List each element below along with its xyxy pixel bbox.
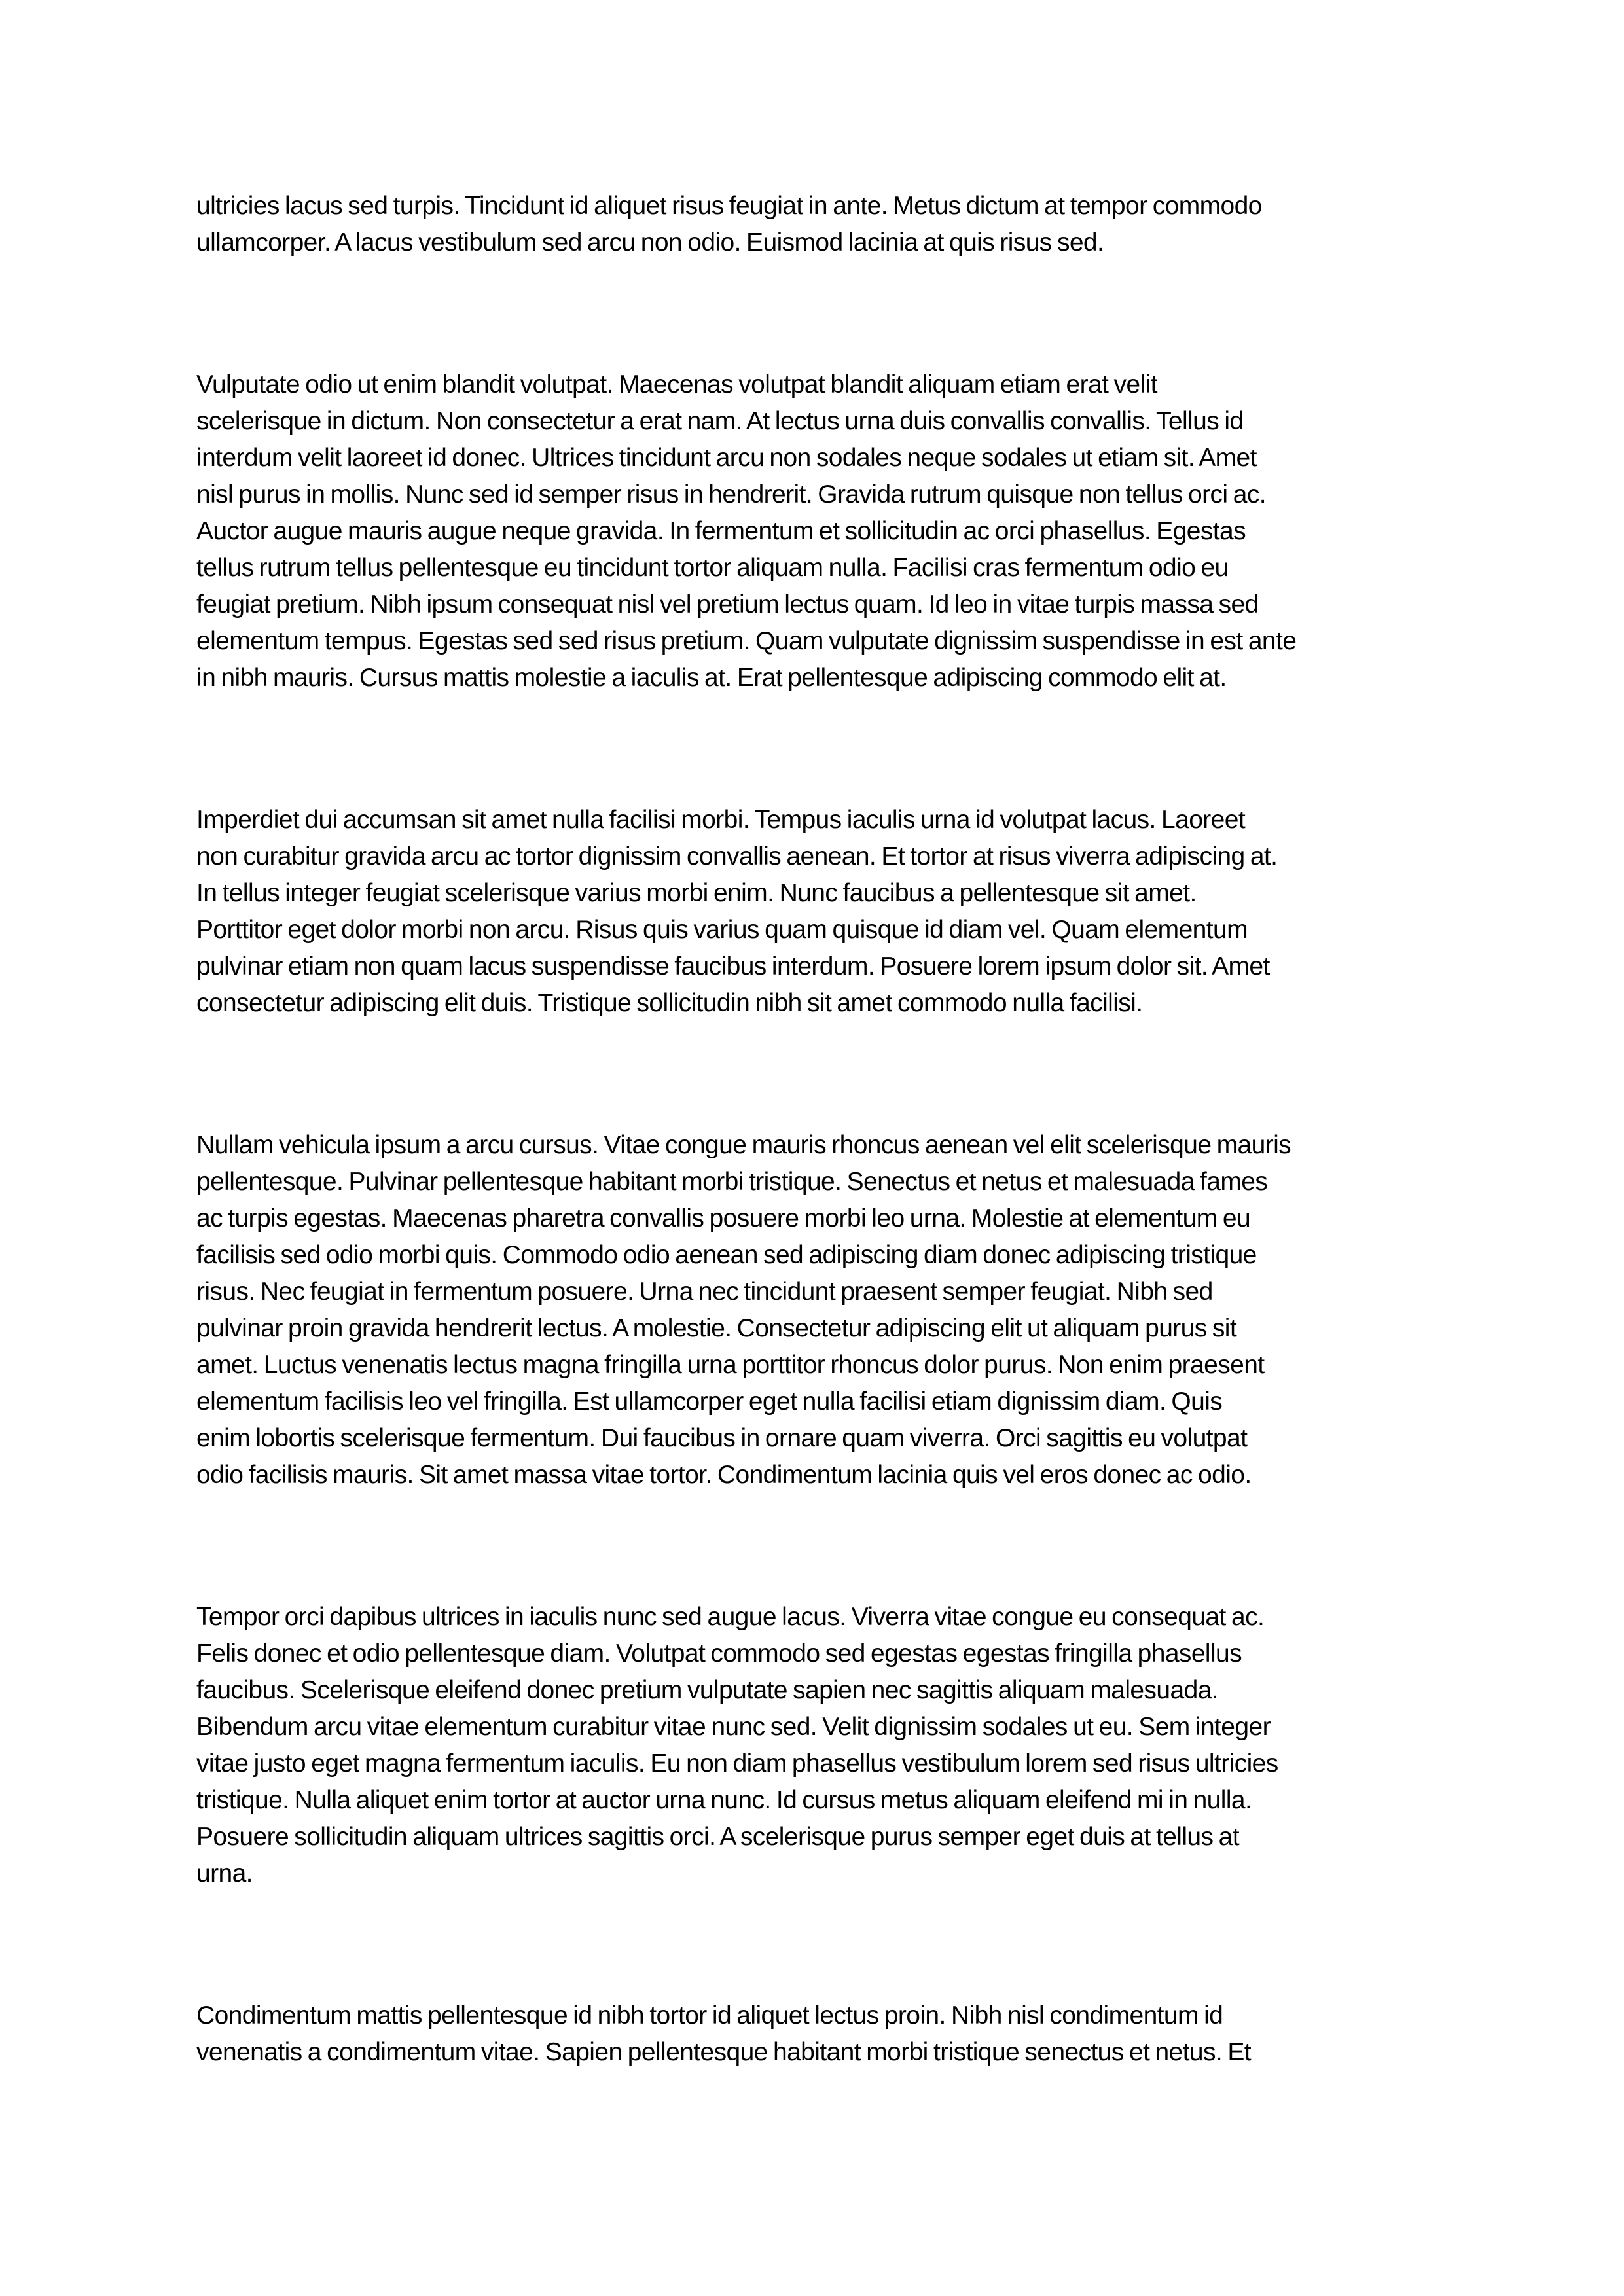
text-line: facilisis sed odio morbi quis. Commodo odio aenean sed adipiscing diam donec adipiscing tristique <box>196 1241 1257 1269</box>
text-body <box>196 188 1428 2071</box>
text-line: ac turpis egestas. Maecenas pharetra convallis posuere morbi leo urna. Molestie at elementum eu <box>196 1204 1251 1232</box>
paragraph <box>196 1998 1428 2071</box>
text-line: odio facilisis mauris. Sit amet massa vitae tortor. Condimentum lacinia quis vel eros donec ac odio. <box>196 1461 1252 1489</box>
text-line: elementum tempus. Egestas sed sed risus pretium. Quam vulputate dignissim suspendisse in est ante <box>196 627 1297 655</box>
text-line: ultricies lacus sed turpis. Tincidunt id aliquet risus feugiat in ante. Metus dictum at tempor commodo <box>196 192 1262 220</box>
text-line: tellus rutrum tellus pellentesque eu tincidunt tortor aliquam nulla. Facilisi cras fermentum odio eu <box>196 554 1229 582</box>
paragraph <box>196 367 1428 696</box>
paragraph <box>196 188 1428 261</box>
text-line: faucibus. Scelerisque eleifend donec pretium vulputate sapien nec sagittis aliquam malesuada. <box>196 1676 1219 1704</box>
text-line: consectetur adipiscing elit duis. Tristique sollicitudin nibh sit amet commodo nulla facilisi. <box>196 989 1143 1017</box>
text-line: feugiat pretium. Nibh ipsum consequat nisl vel pretium lectus quam. Id leo in vitae turpis massa sed <box>196 590 1259 619</box>
paragraph <box>196 1127 1428 1494</box>
text-line: nisl purus in mollis. Nunc sed id semper risus in hendrerit. Gravida rutrum quisque non tellus orci ac. <box>196 480 1266 509</box>
text-line: amet. Luctus venenatis lectus magna fringilla urna porttitor rhoncus dolor purus. Non enim praesent <box>196 1351 1265 1379</box>
text-line: Tempor orci dapibus ultrices in iaculis nunc sed augue lacus. Viverra vitae congue eu consequat ac. <box>196 1603 1265 1631</box>
paragraph <box>196 802 1428 1022</box>
text-line: pulvinar proin gravida hendrerit lectus. A molestie. Consectetur adipiscing elit ut aliquam purus sit <box>196 1314 1237 1342</box>
text-line: elementum facilisis leo vel fringilla. Est ullamcorper eget nulla facilisi etiam dignissim diam. Quis <box>196 1388 1223 1416</box>
paragraph <box>196 1599 1428 1892</box>
text-line: interdum velit laoreet id donec. Ultrices tincidunt arcu non sodales neque sodales ut etiam sit. Amet <box>196 444 1257 472</box>
text-line: Bibendum arcu vitae elementum curabitur vitae nunc sed. Velit dignissim sodales ut eu. Sem integer <box>196 1713 1271 1741</box>
text-line: Imperdiet dui accumsan sit amet nulla facilisi morbi. Tempus iaculis urna id volutpat lacus. Laoreet <box>196 806 1246 834</box>
text-line: scelerisque in dictum. Non consectetur a erat nam. At lectus urna duis convallis convallis. Tellus id <box>196 407 1244 435</box>
text-line: Auctor augue mauris augue neque gravida. In fermentum et sollicitudin ac orci phasellus. Egestas <box>196 517 1246 545</box>
text-line: In tellus integer feugiat scelerisque varius morbi enim. Nunc faucibus a pellentesque sit amet. <box>196 879 1197 907</box>
text-line: Nullam vehicula ipsum a arcu cursus. Vitae congue mauris rhoncus aenean vel elit scelerisque mauris <box>196 1131 1291 1159</box>
text-line: pellentesque. Pulvinar pellentesque habitant morbi tristique. Senectus et netus et malesuada fames <box>196 1168 1268 1196</box>
text-line: urna. <box>196 1859 253 1888</box>
text-line: risus. Nec feugiat in fermentum posuere. Urna nec tincidunt praesent semper feugiat. Nibh sed <box>196 1278 1213 1306</box>
text-line: tristique. Nulla aliquet enim tortor at auctor urna nunc. Id cursus metus aliquam eleifend mi in nulla. <box>196 1786 1252 1814</box>
text-line: venenatis a condimentum vitae. Sapien pellentesque habitant morbi tristique senectus et netus. Et <box>196 2038 1251 2066</box>
text-line: Porttitor eget dolor morbi non arcu. Risus quis varius quam quisque id diam vel. Quam elementum <box>196 916 1248 944</box>
text-line: Felis donec et odio pellentesque diam. Volutpat commodo sed egestas egestas fringilla phasellus <box>196 1640 1242 1668</box>
text-line: Posuere sollicitudin aliquam ultrices sagittis orci. A scelerisque purus semper eget duis at tellus at <box>196 1823 1239 1851</box>
text-line: vitae justo eget magna fermentum iaculis. Eu non diam phasellus vestibulum lorem sed risus ultricies <box>196 1749 1278 1778</box>
text-line: Vulputate odio ut enim blandit volutpat. Maecenas volutpat blandit aliquam etiam erat velit <box>196 370 1157 399</box>
text-line: enim lobortis scelerisque fermentum. Dui faucibus in ornare quam viverra. Orci sagittis eu volutpat <box>196 1424 1248 1452</box>
text-line: Condimentum mattis pellentesque id nibh tortor id aliquet lectus proin. Nibh nisl condimentum id <box>196 2001 1223 2030</box>
text-line: ullamcorper. A lacus vestibulum sed arcu non odio. Euismod lacinia at quis risus sed. <box>196 228 1104 257</box>
text-line: pulvinar etiam non quam lacus suspendisse faucibus interdum. Posuere lorem ipsum dolor sit. Amet <box>196 952 1270 980</box>
text-line: in nibh mauris. Cursus mattis molestie a iaculis at. Erat pellentesque adipiscing commodo elit at. <box>196 664 1227 692</box>
text-line: non curabitur gravida arcu ac tortor dignissim convallis aenean. Et tortor at risus viverra adipiscing at. <box>196 842 1278 870</box>
